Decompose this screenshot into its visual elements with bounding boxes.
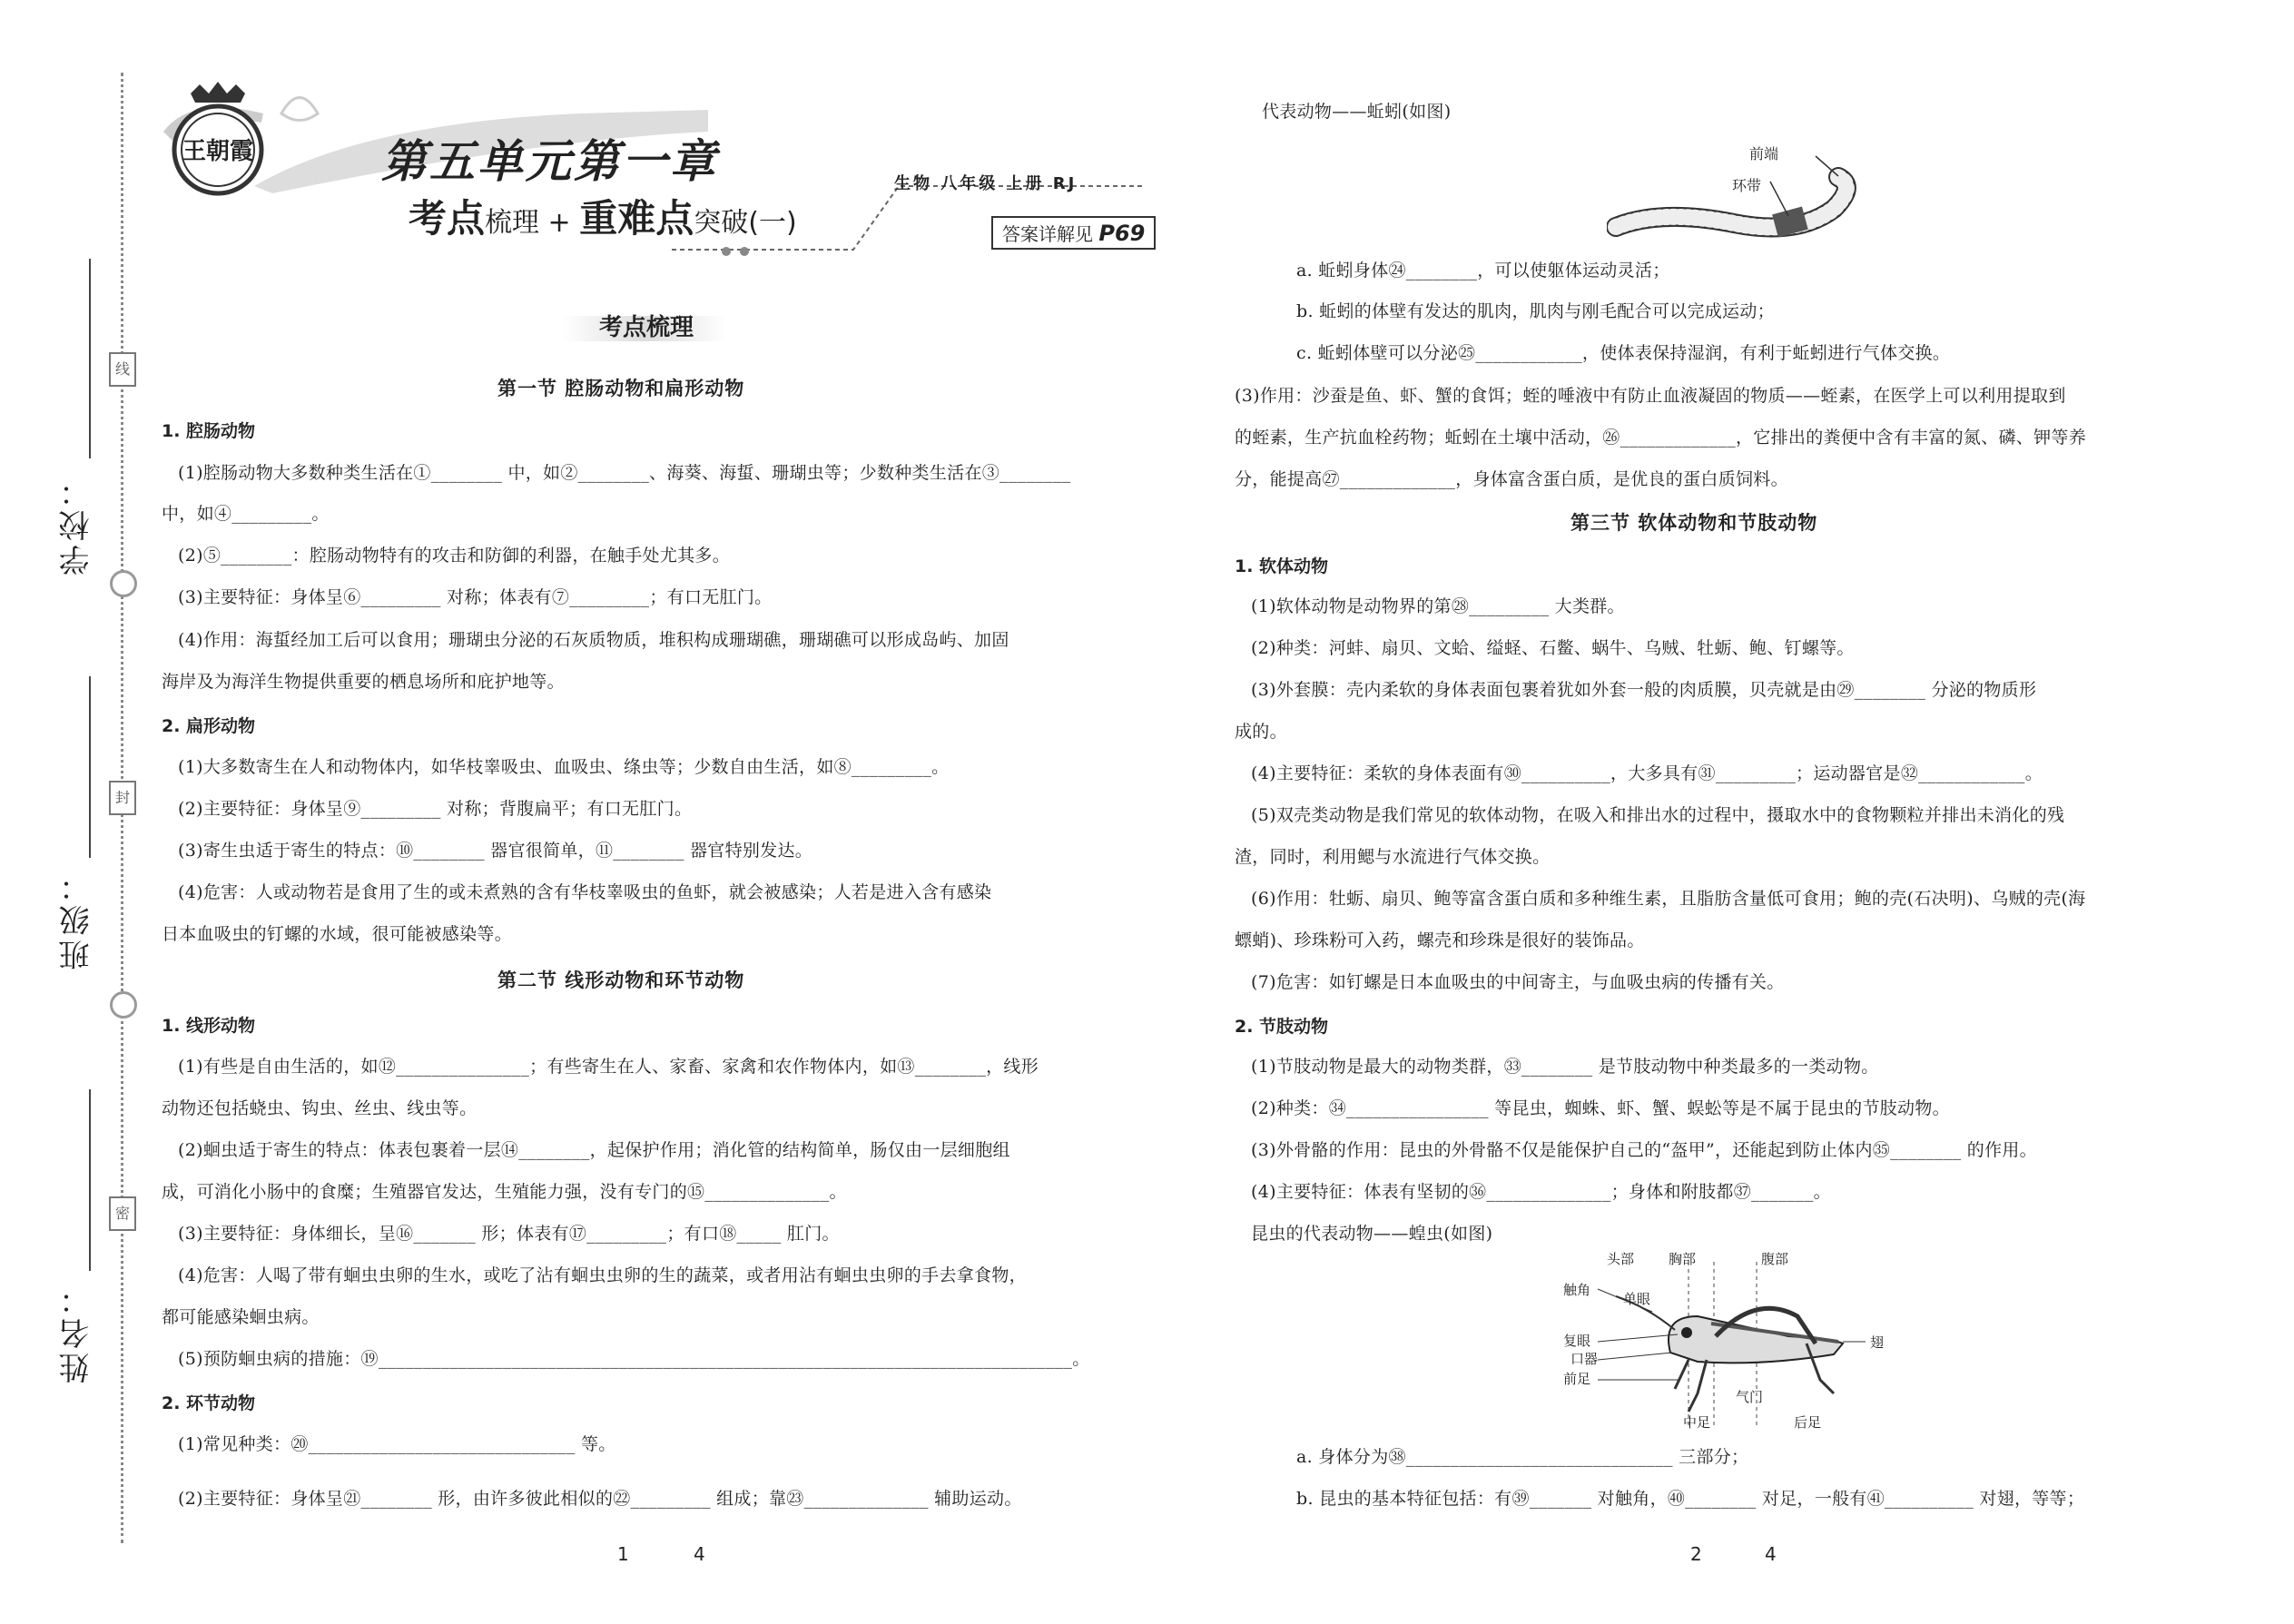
name-label: 姓名： xyxy=(59,1280,95,1383)
subsection-title: 1. 线形动物 xyxy=(162,1016,256,1036)
text-line: 渣，同时，利用鳃与水流进行气体交换。 xyxy=(1235,847,1551,867)
text-line: 昆虫的代表动物——蝗虫(如图) xyxy=(1251,1224,1493,1244)
school-field[interactable] xyxy=(89,259,91,458)
answer-reference xyxy=(991,216,1156,250)
text-line: (3)外套膜：壳内柔软的身体表面包裹着犹如外套一般的肉质膜，贝壳就是由㉙________ 分泌的物质形 xyxy=(1251,680,2037,700)
text-line: (4)危害：人或动物若是食用了生的或未煮熟的含有华枝睾吸虫的鱼虾，就会被感染；人若是进入含有感染 xyxy=(178,882,992,902)
svg-text:王朝霞: 王朝霞 xyxy=(182,138,254,165)
subsection-title: 1. 腔肠动物 xyxy=(162,421,256,441)
school-label: 学校： xyxy=(59,472,95,576)
text-line: 中，如④_________。 xyxy=(162,504,330,524)
text-line: 成的。 xyxy=(1235,722,1287,742)
text-line: 都可能感染蛔虫病。 xyxy=(162,1307,320,1327)
text-line: 分，能提高㉗_____________，身体富含蛋白质，是优良的蛋白质饲料。 xyxy=(1235,469,1788,489)
subtitle-part: 梳理 xyxy=(485,207,540,239)
locust-label: 复眼 xyxy=(1563,1333,1591,1349)
earthworm-illustration xyxy=(1607,136,1861,254)
worm-label-front: 前端 xyxy=(1749,145,1779,162)
locust-label: 头部 xyxy=(1607,1251,1635,1267)
locust-label: 后足 xyxy=(1794,1414,1822,1431)
locust-label: 口器 xyxy=(1570,1351,1599,1367)
locust-label: 翅 xyxy=(1870,1334,1885,1351)
locust-label: 单眼 xyxy=(1623,1291,1651,1307)
text-line: (2)主要特征：身体呈㉑________ 形，由许多彼此相似的㉒_________ 组成；靠㉓______________ 辅助运动。 xyxy=(178,1489,1022,1509)
subsection-title: 2. 扁形动物 xyxy=(162,716,256,736)
class-label: 班级： xyxy=(59,867,95,970)
seal-mark-secret: 密 xyxy=(109,1196,136,1231)
text-line: (4)主要特征：体表有坚韧的㊱______________；身体和附肢都㊲_______。 xyxy=(1251,1182,1831,1202)
text-line: a. 身体分为㊳______________________________ 三部分； xyxy=(1296,1447,1749,1467)
text-line: (2)主要特征：身体呈⑨_________ 对称；背腹扁平；有口无肛门。 xyxy=(178,799,693,819)
answer-text: 答案详解见 xyxy=(1002,223,1099,245)
subtitle-part: 考点 xyxy=(409,196,486,241)
text-line: 代表动物——蚯蚓(如图) xyxy=(1262,102,1452,122)
subtitle-part: + xyxy=(539,207,580,239)
course-meta: 生物 八年级 上册 RJ xyxy=(894,174,1078,193)
text-line: 的蛭素，生产抗血栓药物；蚯蚓在土壤中活动，㉖_____________，它排出的粪便中含有丰富的氮、磷、钾等养 xyxy=(1235,428,2087,448)
text-line: a. 蚯蚓身体㉔________，可以使躯体运动灵活； xyxy=(1296,261,1670,281)
text-line: (4)危害：人喝了带有蛔虫虫卵的生水，或吃了沾有蛔虫虫卵的生的蔬菜，或者用沾有蛔虫虫卵的手去拿食物， xyxy=(178,1265,1027,1285)
section-title: 第三节 软体动物和节肢动物 xyxy=(1570,512,1818,534)
text-line: (1)大多数寄生在人和动物体内，如华枝睾吸虫、血吸虫、绦虫等；少数自由生活，如⑧_________。 xyxy=(178,757,950,777)
locust-label: 胸部 xyxy=(1669,1251,1697,1267)
section-title: 第二节 线形动物和环节动物 xyxy=(497,969,745,991)
text-line: (3)寄生虫适于寄生的特点：⑩________ 器官很简单，⑪________ 器官特别发达。 xyxy=(178,841,813,861)
text-line: (7)危害：如钉螺是日本血吸虫的中间寄主，与血吸虫病的传播有关。 xyxy=(1251,972,1785,992)
name-field[interactable] xyxy=(89,1089,91,1271)
class-field[interactable] xyxy=(89,676,91,858)
text-line: (1)腔肠动物大多数种类生活在①________ 中，如②________、海葵、海蜇、珊瑚虫等；少数种类生活在③________ xyxy=(178,463,1071,483)
text-line: (2)⑤________：腔肠动物特有的攻击和防御的利器，在触手处尤其多。 xyxy=(178,546,731,566)
binding-hole xyxy=(110,991,137,1019)
locust-label: 中足 xyxy=(1683,1414,1711,1431)
page-number: 2 xyxy=(1690,1543,1702,1565)
text-line: (2)蛔虫适于寄生的特点：体表包裹着一层⑭________，起保护作用；消化管的结构简单，肠仅由一层细胞组 xyxy=(178,1140,1010,1160)
page-total: 4 xyxy=(694,1543,705,1565)
text-line: (3)作用：沙蚕是鱼、虾、蟹的食饵；蛭的唾液中有防止血液凝固的物质——蛭素，在医学上可以利用提取到 xyxy=(1235,386,2066,406)
seal-mark-seal: 封 xyxy=(109,781,136,815)
text-line: 动物还包括蛲虫、钩虫、丝虫、线虫等。 xyxy=(162,1098,478,1118)
text-line: 海岸及为海洋生物提供重要的栖息场所和庇护地等。 xyxy=(162,672,565,692)
text-line: (4)主要特征：柔软的身体表面有㉚__________，大多具有㉛_________；运动器官是㉜____________。 xyxy=(1251,763,2043,783)
text-line: c. 蚯蚓体壁可以分泌㉕____________，使体表保持湿润，有利于蚯蚓进行气体交换。 xyxy=(1296,343,1951,363)
text-line: b. 蚯蚓的体壁有发达的肌肉，肌肉与刚毛配合可以完成运动； xyxy=(1296,301,1775,321)
text-line: (1)软体动物是动物界的第㉘_________ 大类群。 xyxy=(1251,596,1625,616)
locust-label: 前足 xyxy=(1563,1371,1591,1387)
text-line: (6)作用：牡蛎、扇贝、鲍等富含蛋白质和多种维生素，且脂肪含量低可食用；鲍的壳(石决明)、乌贼的壳(海 xyxy=(1251,889,2086,909)
text-line: (2)种类：㉞________________ 等昆虫，蜘蛛、虾、蟹、蜈蚣等是不属于昆虫的节肢动物。 xyxy=(1251,1098,1950,1118)
worm-label-ring: 环带 xyxy=(1732,177,1762,194)
page-number: 1 xyxy=(617,1543,629,1565)
text-line: b. 昆虫的基本特征包括：有㊴_______ 对触角，㊵________ 对足，一般有㊶__________ 对翅，等等； xyxy=(1296,1489,2085,1509)
text-line: 螵蛸)、珍珠粉可入药，螺壳和珍珠是很好的装饰品。 xyxy=(1235,930,1645,950)
text-line: 日本血吸虫的钉螺的水域，很可能被感染等。 xyxy=(162,924,513,944)
text-line: (3)主要特征：身体细长，呈⑯_______ 形；体表有⑰_________；有口⑱_____ 肛门。 xyxy=(178,1224,840,1244)
text-line: (5)双壳类动物是我们常见的软体动物，在吸入和排出水的过程中，摄取水中的食物颗粒并排出未消化的残 xyxy=(1251,805,2065,825)
subsection-title: 2. 节肢动物 xyxy=(1235,1017,1329,1037)
binding-hole xyxy=(110,570,137,597)
section-title: 第一节 腔肠动物和扁形动物 xyxy=(497,378,745,399)
locust-label: 气门 xyxy=(1736,1389,1764,1405)
chapter-title: 第五单元第一章 xyxy=(381,135,718,188)
locust-illustration xyxy=(1561,1253,1897,1434)
text-line: 成，可消化小肠中的食糜；生殖器官发达，生殖能力强，没有专门的⑮______________。 xyxy=(162,1182,847,1202)
subsection-title: 2. 环节动物 xyxy=(162,1393,256,1413)
text-line: (3)主要特征：身体呈⑥_________ 对称；体表有⑦_________；有口无肛门。 xyxy=(178,587,773,607)
text-line: (1)有些是自由生活的，如⑫_______________；有些寄生在人、家畜、家禽和农作物体内，如⑬________，线形 xyxy=(178,1057,1039,1077)
subtitle-part: 突破(一) xyxy=(694,207,797,239)
locust-label: 触角 xyxy=(1563,1282,1591,1298)
seal-mark-line: 线 xyxy=(109,352,136,387)
locust-label: 腹部 xyxy=(1761,1251,1789,1267)
text-line: (1)常见种类：⑳______________________________ 等。 xyxy=(178,1434,616,1454)
subsection-title: 1. 软体动物 xyxy=(1235,556,1329,576)
answer-page: P69 xyxy=(1098,221,1146,246)
page-total: 4 xyxy=(1765,1543,1777,1565)
text-line: (4)作用：海蜇经加工后可以食用；珊瑚虫分泌的石灰质物质，堆积构成珊瑚礁，珊瑚礁可以形成岛屿、加固 xyxy=(178,630,1009,650)
binding-margin xyxy=(0,0,159,1624)
text-line: (2)种类：河蚌、扇贝、文蛤、缢蛏、石鳖、蜗牛、乌贼、牡蛎、鲍、钉螺等。 xyxy=(1251,638,1855,658)
subtitle-part: 重难点 xyxy=(579,196,694,241)
text-line: (5)预防蛔虫病的措施：⑲______________________________________________________________________________。 xyxy=(178,1349,1090,1369)
text-line: (3)外骨骼的作用：昆虫的外骨骼不仅是能保护自己的“盔甲”，还能起到防止体内㉟________ 的作用。 xyxy=(1251,1140,2037,1160)
text-line: (1)节肢动物是最大的动物类群，㉝________ 是节肢动物中种类最多的一类动物。 xyxy=(1251,1057,1879,1077)
section-heading: 考点梳理 xyxy=(599,314,694,341)
